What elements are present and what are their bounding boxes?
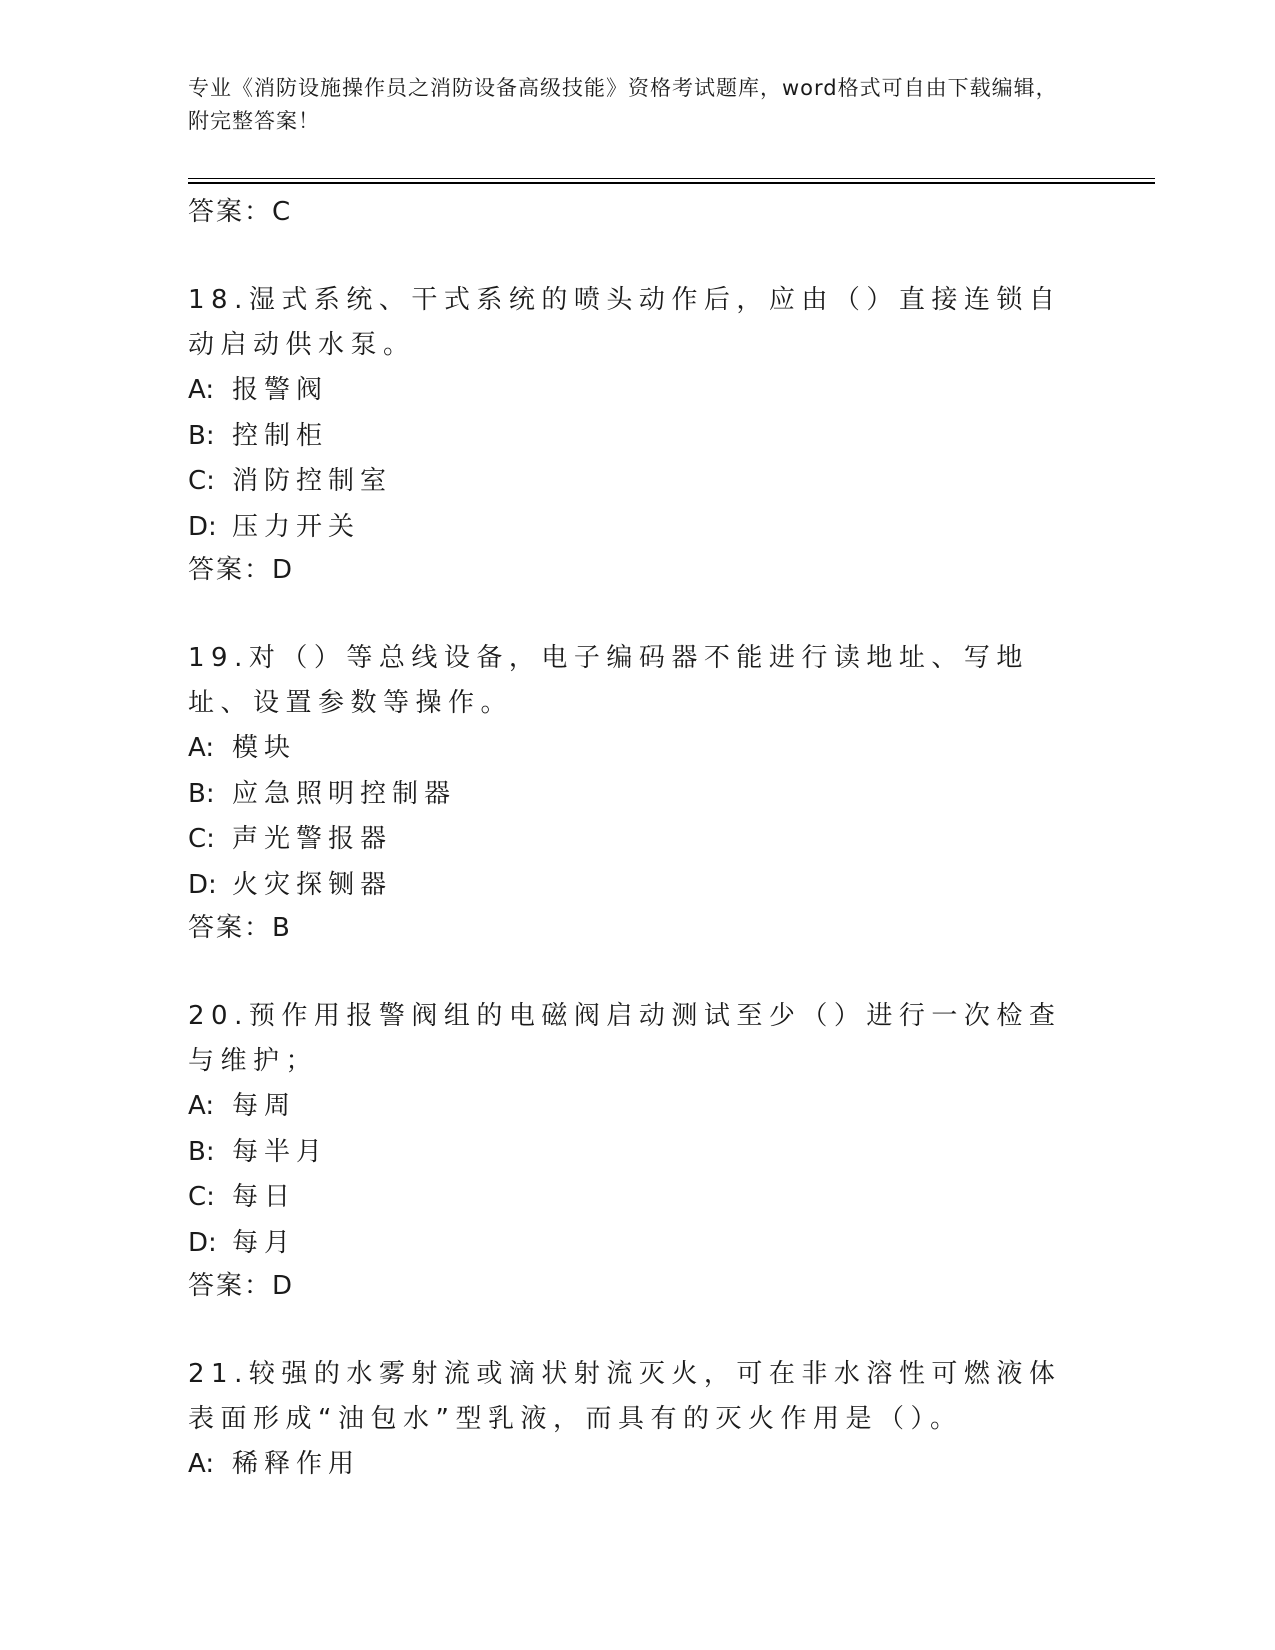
option-text: 火灾探铡器 — [232, 869, 393, 900]
question-stem: 20.预作用报警阀组的电磁阀启动测试至少（）进行一次检查与维护； — [188, 1001, 1062, 1076]
option-b — [188, 1130, 1088, 1176]
option-text: 压力开关 — [232, 511, 361, 542]
option-text: 稀释作用 — [232, 1449, 361, 1479]
option-key: A: — [188, 733, 215, 763]
answer-line: 答案：D — [188, 1271, 295, 1301]
question-18 — [188, 278, 1088, 588]
option-text: 每日 — [232, 1182, 297, 1212]
previous-answer: 答案：C — [188, 197, 293, 227]
option-d — [188, 1221, 1088, 1267]
option-key: D: — [188, 1227, 217, 1258]
header-divider-thick — [188, 182, 1155, 184]
option-key: C: — [188, 1182, 215, 1212]
option-text: 每月 — [232, 1227, 297, 1258]
option-c — [188, 817, 1088, 863]
question-19 — [188, 636, 1088, 946]
page-header — [188, 72, 1068, 138]
option-text: 报警阀 — [232, 375, 329, 405]
option-text: 每周 — [232, 1091, 297, 1121]
option-a — [188, 1442, 1088, 1488]
answer-line: 答案：B — [188, 913, 292, 943]
header-text: 专业《消防设施操作员之消防设备高级技能》资格考试题库，word格式可自由下载编辑，附完整答案！ — [188, 76, 1058, 133]
question-list — [188, 192, 1088, 1488]
option-c — [188, 1175, 1088, 1221]
option-key: C: — [188, 824, 215, 854]
question-stem: 21.较强的水雾射流或滴状射流灭火，可在非水溶性可燃液体表面形成“油包水”型乳液，而具有的灭火作用是（）。 — [188, 1359, 1062, 1434]
option-b — [188, 414, 1088, 460]
option-text: 每半月 — [232, 1136, 329, 1167]
option-a — [188, 368, 1088, 414]
option-text: 消防控制室 — [232, 466, 393, 496]
question-stem: 19.对（）等总线设备，电子编码器不能进行读地址、写地址、设置参数等操作。 — [188, 643, 1029, 718]
option-key: A: — [188, 375, 215, 405]
question-stem: 18.湿式系统、干式系统的喷头动作后，应由（）直接连锁自动启动供水泵。 — [188, 285, 1062, 360]
option-key: A: — [188, 1091, 215, 1121]
option-a — [188, 726, 1088, 772]
option-key: B: — [188, 420, 215, 451]
option-key: B: — [188, 778, 215, 809]
question-21 — [188, 1352, 1088, 1488]
option-text: 模块 — [232, 733, 297, 763]
option-text: 声光警报器 — [232, 824, 393, 854]
option-key: A: — [188, 1449, 215, 1479]
option-d — [188, 505, 1088, 551]
option-text: 控制柜 — [232, 420, 329, 451]
question-20 — [188, 994, 1088, 1304]
option-text: 应急照明控制器 — [232, 778, 457, 809]
option-key: D: — [188, 869, 217, 900]
option-c — [188, 459, 1088, 505]
option-key: D: — [188, 511, 217, 542]
option-d — [188, 863, 1088, 909]
option-key: C: — [188, 466, 215, 496]
option-b — [188, 772, 1088, 818]
option-a — [188, 1084, 1088, 1130]
answer-line: 答案：D — [188, 555, 295, 585]
header-divider — [188, 178, 1155, 179]
option-key: B: — [188, 1136, 215, 1167]
